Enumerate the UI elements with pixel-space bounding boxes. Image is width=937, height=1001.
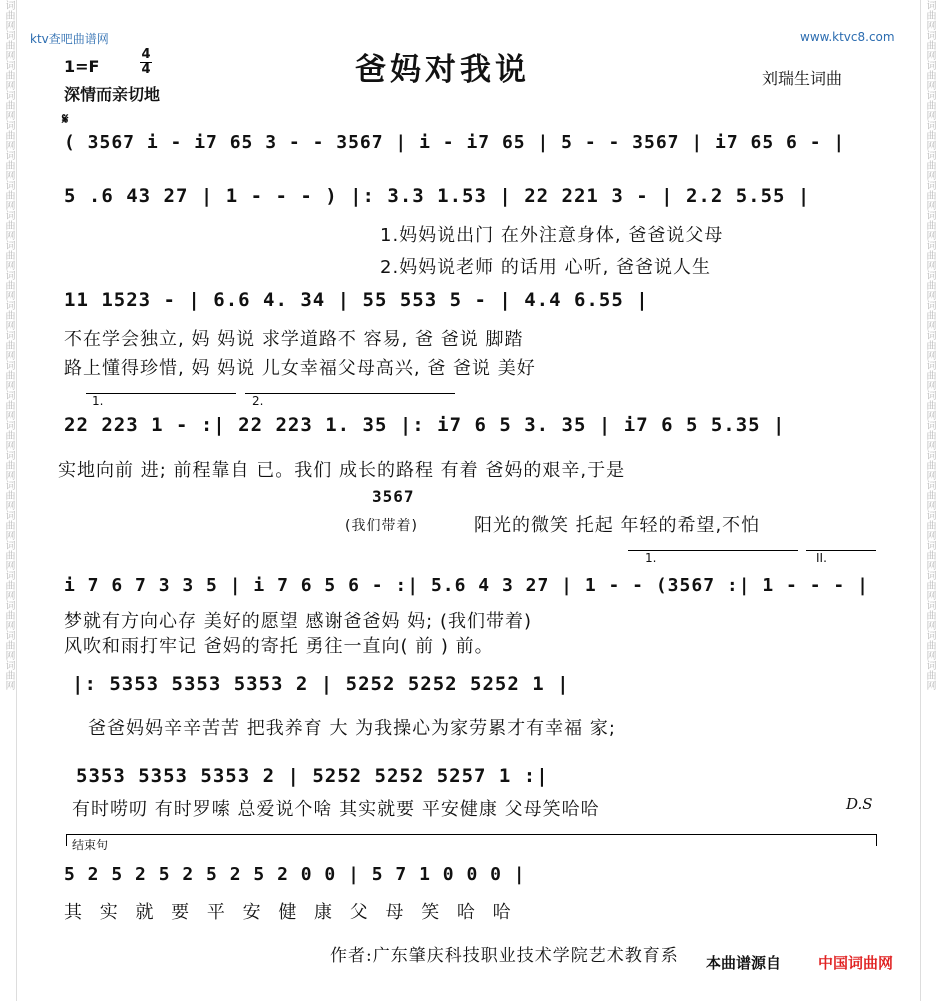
ending-label: 结束句 — [72, 838, 109, 852]
score-line-6-notes: |: 5353 5353 5353 2 | 5252 5252 5252 1 | — [72, 673, 570, 695]
score-line-4-lyric-2: 阳光的微笑 托起 年轻的希望,不怕 — [474, 515, 761, 536]
score-line-2-lyric-2: 2.妈妈说老师 的话用 心听, 爸爸说人生 — [380, 257, 712, 278]
score-line-4-lyric-1: 实地向前 进; 前程靠自 已。我们 成长的路程 有着 爸妈的艰辛,于是 — [58, 460, 626, 481]
tempo-marking: 深情而亲切地 — [64, 85, 161, 104]
segno-sign: 𝄋 — [62, 110, 69, 128]
score-line-3-lyric-2: 路上懂得珍惜, 妈 妈说 儿女幸福父母高兴, 爸 爸说 美好 — [64, 358, 536, 379]
score-line-8-notes: 5 2 5 2 5 2 5 2 5 2 0 0 | 5 7 1 0 0 0 | — [64, 864, 526, 885]
score-line-5-lyric-1: 梦就有方向心存 美好的愿望 感谢爸爸妈 妈; (我们带着) — [64, 611, 532, 632]
song-title: 爸妈对我说 — [355, 52, 530, 88]
dal-segno-marking: D.S — [846, 795, 873, 813]
ending-bracket-right — [876, 834, 877, 846]
source-site-right: www.ktvc8.com — [800, 30, 895, 44]
volta-2-label: 2. — [252, 394, 264, 408]
key-signature: 1=F — [64, 57, 100, 76]
time-signature — [140, 48, 152, 77]
score-line-3-lyric-1: 不在学会独立, 妈 妈说 求学道路不 容易, 爸 爸说 脚踏 — [64, 329, 524, 350]
time-sig-top: 4 — [141, 47, 151, 62]
left-watermark-strip — [0, 0, 17, 1001]
score-line-7-lyric: 有时唠叨 有时罗嗦 总爱说个啥 其实就要 平安健康 父母笑哈哈 — [72, 799, 600, 820]
volta-1-label: 1. — [92, 394, 104, 408]
right-watermark-text: 词曲网词曲网词曲网词曲网词曲网词曲网词曲网词曲网词曲网词曲网词曲网词曲网词曲网词曲网词曲网词曲网词曲网词曲网词曲网词曲网词曲网词曲网词曲网 — [924, 0, 935, 690]
composer-credit: 刘瑞生词曲 — [762, 69, 843, 88]
left-watermark-text: 词曲网词曲网词曲网词曲网词曲网词曲网词曲网词曲网词曲网词曲网词曲网词曲网词曲网词曲网词曲网词曲网词曲网词曲网词曲网词曲网词曲网词曲网词曲网 — [3, 0, 14, 690]
right-watermark-strip — [920, 0, 937, 1001]
score-line-1: ( 3567 i - i7 65 3 - - 3567 | i - i7 65 | 5 - - 3567 | i7 65 6 - | — [64, 132, 846, 153]
ending-bracket — [66, 834, 876, 835]
source-credit-site: 中国词曲网 — [818, 954, 894, 972]
score-line-4-aux-lyric: (我们带着) — [345, 518, 418, 534]
volta-2-bracket — [245, 393, 455, 394]
score-line-2-lyric-1: 1.妈妈说出门 在外注意身体, 爸爸说父母 — [380, 225, 724, 246]
line5-volta-1-label: 1. — [645, 551, 657, 565]
line5-volta-2-label: II. — [816, 551, 827, 565]
source-site-left: ktv查吧曲谱网 — [30, 32, 109, 46]
score-line-4-notes: 22 223 1 - :| 22 223 1. 35 |: i7 6 5 3. 35 | i7 6 5 5.35 | — [64, 414, 786, 436]
volta-1-bracket — [86, 393, 236, 394]
score-line-5-lyric-2: 风吹和雨打牢记 爸妈的寄托 勇往一直向( 前 ) 前。 — [64, 636, 494, 657]
score-line-5-notes: i 7 6 7 3 3 5 | i 7 6 5 6 - :| 5.6 4 3 27 | 1 - - (3567 :| 1 - - - | — [64, 575, 869, 596]
time-sig-bottom: 4 — [141, 62, 151, 77]
score-line-2-notes: 5 .6 43 27 | 1 - - - ) |: 3.3 1.53 | 22 221 3 - | 2.2 5.55 | — [64, 185, 811, 207]
author-credit: 作者:广东肇庆科技职业技术学院艺术教育系 — [330, 946, 679, 966]
score-line-7-notes: 5353 5353 5353 2 | 5252 5252 5257 1 :| — [76, 765, 549, 787]
score-line-3-notes: 11 1523 - | 6.6 4. 34 | 55 553 5 - | 4.4 6.55 | — [64, 289, 649, 311]
score-line-6-lyric: 爸爸妈妈辛辛苦苦 把我养育 大 为我操心为家劳累才有幸福 家; — [88, 718, 616, 739]
source-credit-prefix: 本曲谱源自 — [706, 954, 782, 972]
ending-bracket-left — [66, 834, 67, 846]
score-line-8-lyric: 其 实 就 要 平 安 健 康 父 母 笑 哈 哈 — [64, 902, 517, 923]
score-line-4-aux-notes: 3567 — [372, 487, 415, 506]
